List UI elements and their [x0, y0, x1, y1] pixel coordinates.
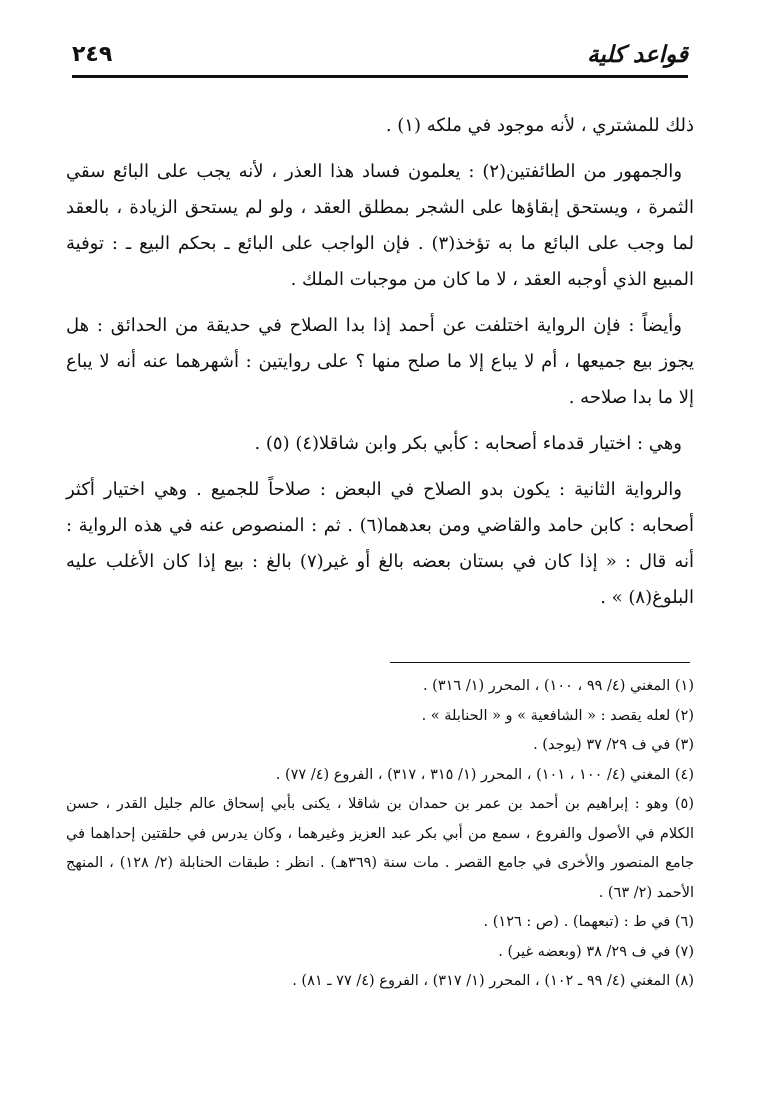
paragraph: والجمهور من الطائفتين(٢) : يعلمون فساد هذا العذر ، لأنه يجب على البائع سقي الثمرة ، ويستحق إبقاؤها على الشجر بمطلق العقد ، ولو لم يستحق الزيادة ، بالعقد لما وجب على البائع ما به تؤخذ(٣) . فإن الواجب على البائع ـ بحكم البيع ـ : توفية المبيع الذي أوجبه العقد ، لا ما كان من موجبات الملك . [66, 161, 694, 290]
main-text [66, 108, 694, 626]
header-rule [72, 75, 688, 78]
footnote-separator [390, 662, 690, 663]
footnote: (٧) في ف ٢٩/ ٣٨ (وبعضه غير) . [498, 943, 694, 960]
paragraph: وأيضاً : فإن الرواية اختلفت عن أحمد إذا بدا الصلاح في حديقة من الحدائق : هل يجوز بيع جميعها ، أم لا يباع إلا ما صلح منها ؟ على روايتين : أشهرهما عنه أنه لا يباع إلا ما بدا صلاحه . [66, 315, 694, 408]
footnote: (٦) في ط : (تبعهما) . (ص : ١٢٦) . [483, 914, 694, 930]
footnote: (٢) لعله يقصد : « الشافعية » و « الحنابلة » . [421, 707, 694, 724]
footnote: (٨) المغني (٤/ ٩٩ ـ ١٠٢) ، المحرر (١/ ٣١٧) ، الفروع (٤/ ٧٧ ـ ٨١) . [292, 973, 694, 989]
footnote: (٥) وهو : إبراهيم بن أحمد بن عمر بن حمدان بن شاقلا ، يكنى بأبي إسحاق عالم جليل القدر ، حسن الكلام في الأصول والفروع ، سمع من أبي بكر عبد العزيز وغيرهما ، وكان يدرس في حلقتين إحداهما في جامع المنصور والأخرى في جامع القصر . مات سنة (٣٦٩هـ) . انظر : طبقات الحنابلة (٢/ ١٢٨) ، المنهج الأحمد (٢/ ٦٣) . [66, 796, 694, 901]
page-number: ٢٤٩ [72, 42, 113, 67]
running-header [72, 40, 688, 76]
paragraph: والرواية الثانية : يكون بدو الصلاح في البعض : صلاحاً للجميع . وهي اختيار أكثر أصحابه : كابن حامد والقاضي ومن بعدهما(٦) . ثم : المنصوص عنه في هذه الرواية : أنه قال : « إذا كان في بستان بعضه بالغ أو غير(٧) بالغ : بيع إذا كان الأغلب عليه البلوغ(٨) » . [66, 479, 694, 608]
paragraph: ذلك للمشتري ، لأنه موجود في ملكه (١) . [385, 115, 694, 136]
footnote: (٣) في ف ٢٩/ ٣٧ (يوجد) . [533, 737, 694, 753]
paragraph: وهي : اختيار قدماء أصحابه : كأبي بكر وابن شاقلا(٤) (٥) . [254, 433, 682, 454]
footnote: (٤) المغني (٤/ ١٠٠ ، ١٠١) ، المحرر (١/ ٣١٥ ، ٣١٧) ، الفروع (٤/ ٧٧) . [275, 766, 694, 783]
header-title: قواعد كلية [587, 42, 688, 68]
footnote: (١) المغني (٤/ ٩٩ ، ١٠٠) ، المحرر (١/ ٣١٦) . [422, 678, 694, 694]
footnotes [66, 672, 694, 997]
